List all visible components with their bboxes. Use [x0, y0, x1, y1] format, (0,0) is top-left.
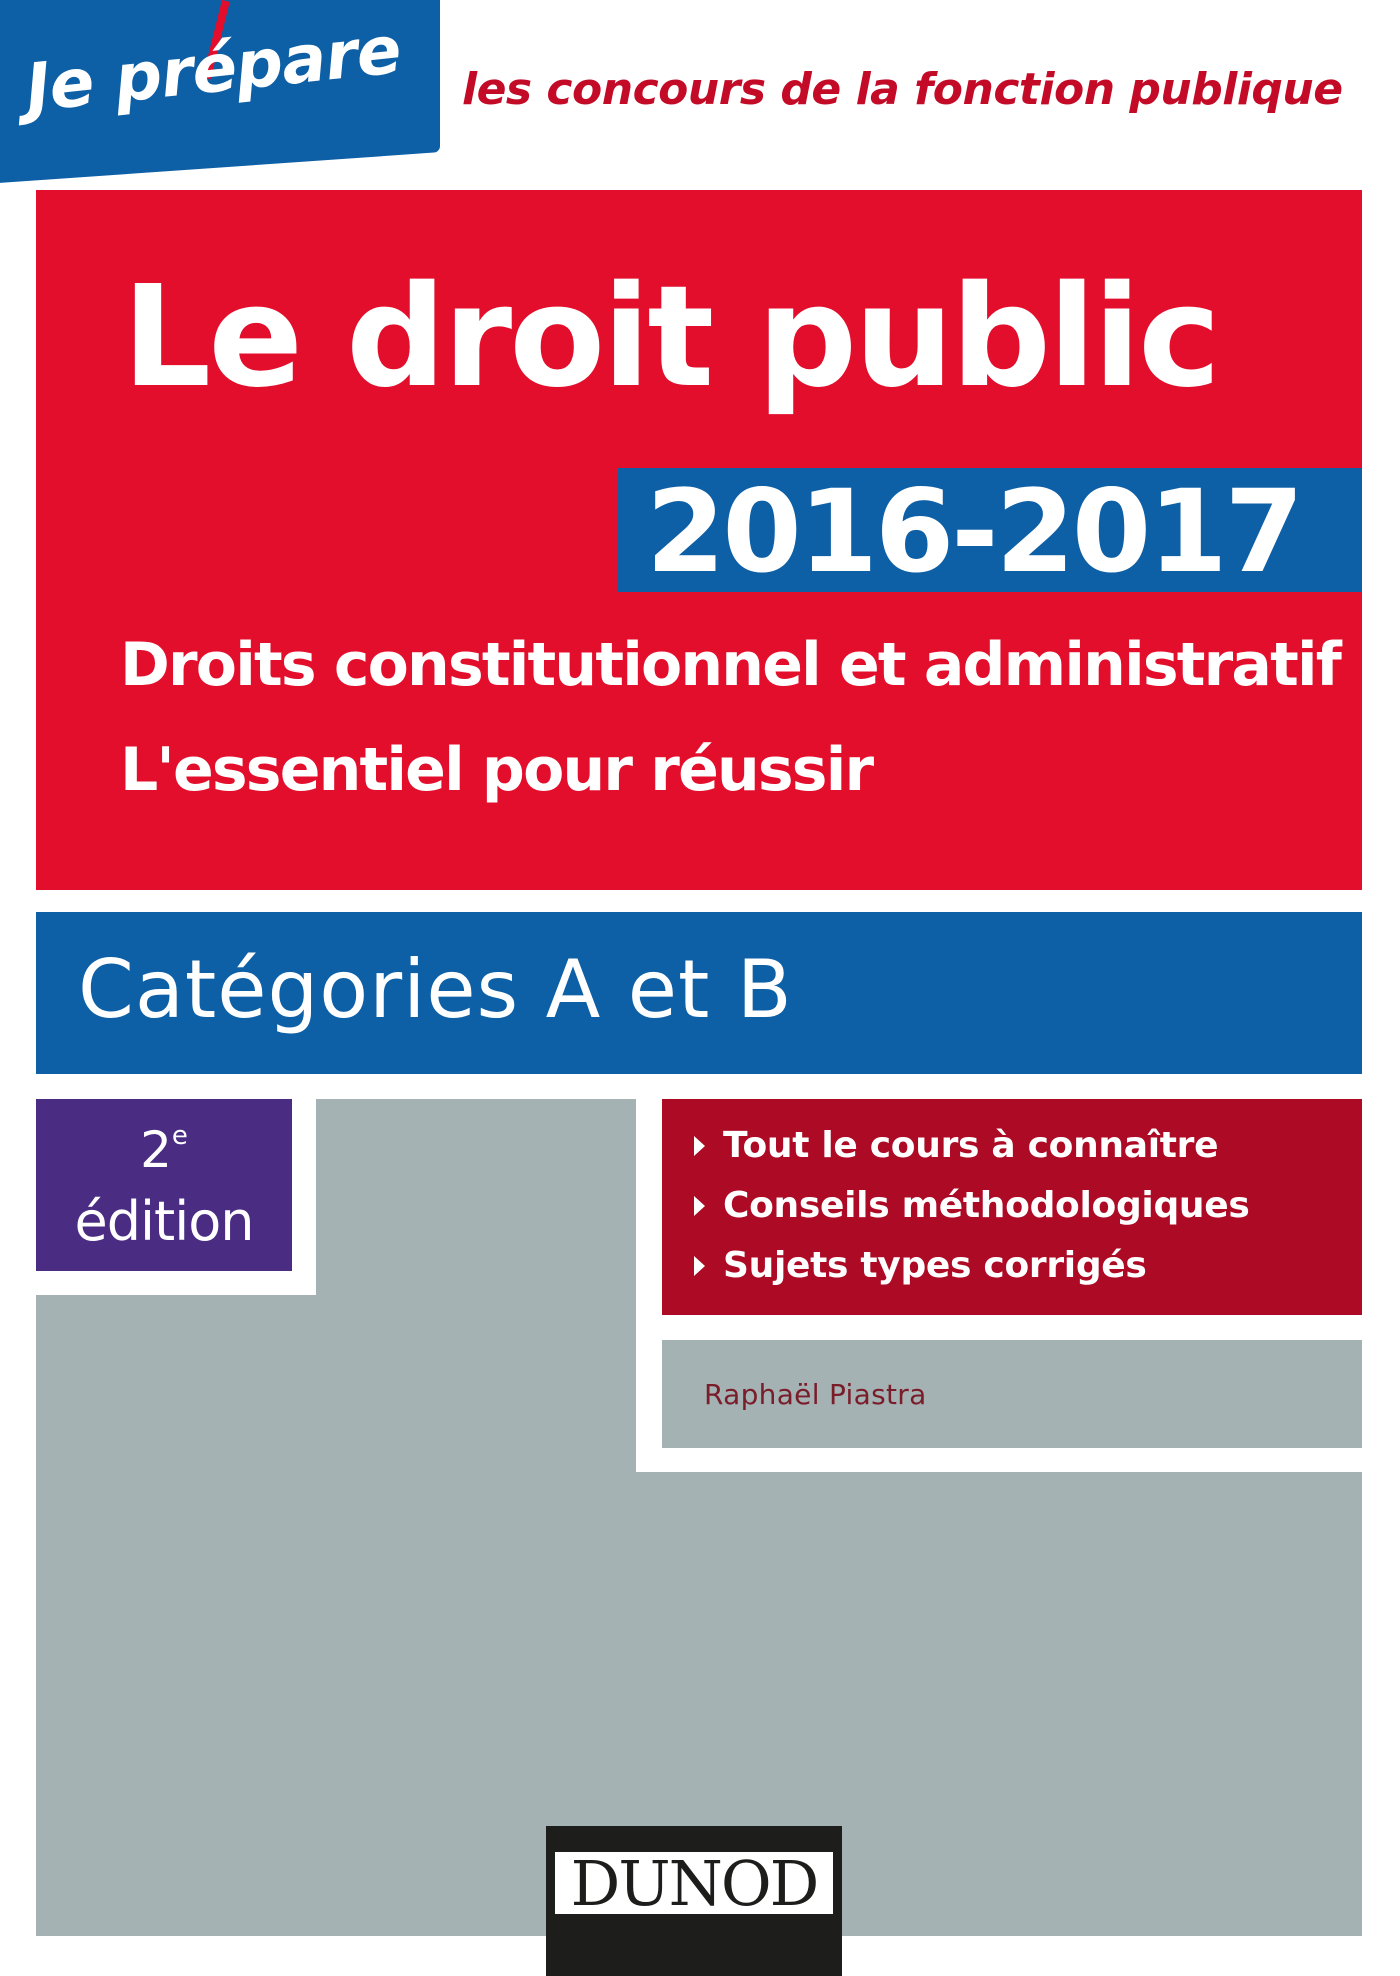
feature-label: Sujets types corrigés — [723, 1245, 1147, 1286]
year-band — [618, 465, 1362, 598]
book-subtitle-line-2: L'essentiel pour réussir — [120, 735, 873, 805]
feature-label: Conseils méthodologiques — [723, 1185, 1250, 1226]
series-name: Je prépare — [21, 11, 404, 128]
edition-number-value: 2 — [140, 1121, 172, 1179]
author-name: Raphaël Piastra — [704, 1378, 927, 1411]
edition-badge — [36, 1099, 292, 1271]
triangle-right-icon — [694, 1136, 705, 1156]
feature-item — [694, 1245, 1147, 1286]
edition-label: édition — [74, 1190, 254, 1253]
author-box — [662, 1340, 1362, 1448]
book-title: Le droit public — [122, 256, 1219, 419]
feature-item — [694, 1185, 1250, 1226]
feature-item — [694, 1125, 1218, 1166]
category-band — [36, 912, 1362, 1074]
series-tagline: les concours de la fonction publique — [462, 64, 1343, 115]
feature-label: Tout le cours à connaître — [723, 1125, 1219, 1166]
categories-label: Catégories A et B — [78, 943, 793, 1036]
white-gap-horizontal — [636, 1448, 1362, 1472]
triangle-right-icon — [694, 1196, 705, 1216]
white-gap-vertical — [636, 1099, 662, 1471]
features-box — [662, 1099, 1362, 1315]
triangle-right-icon — [694, 1256, 705, 1276]
book-subtitle-line-1: Droits constitutionnel et administratif — [120, 630, 1341, 700]
book-years: 2016-2017 — [646, 465, 1301, 598]
grey-panel-top — [316, 1099, 636, 1295]
publisher-name: DUNOD — [555, 1852, 833, 1914]
publisher-logo — [546, 1826, 842, 1976]
edition-number — [36, 1121, 292, 1179]
edition-number-superscript: e — [171, 1121, 188, 1151]
title-block — [36, 190, 1362, 890]
